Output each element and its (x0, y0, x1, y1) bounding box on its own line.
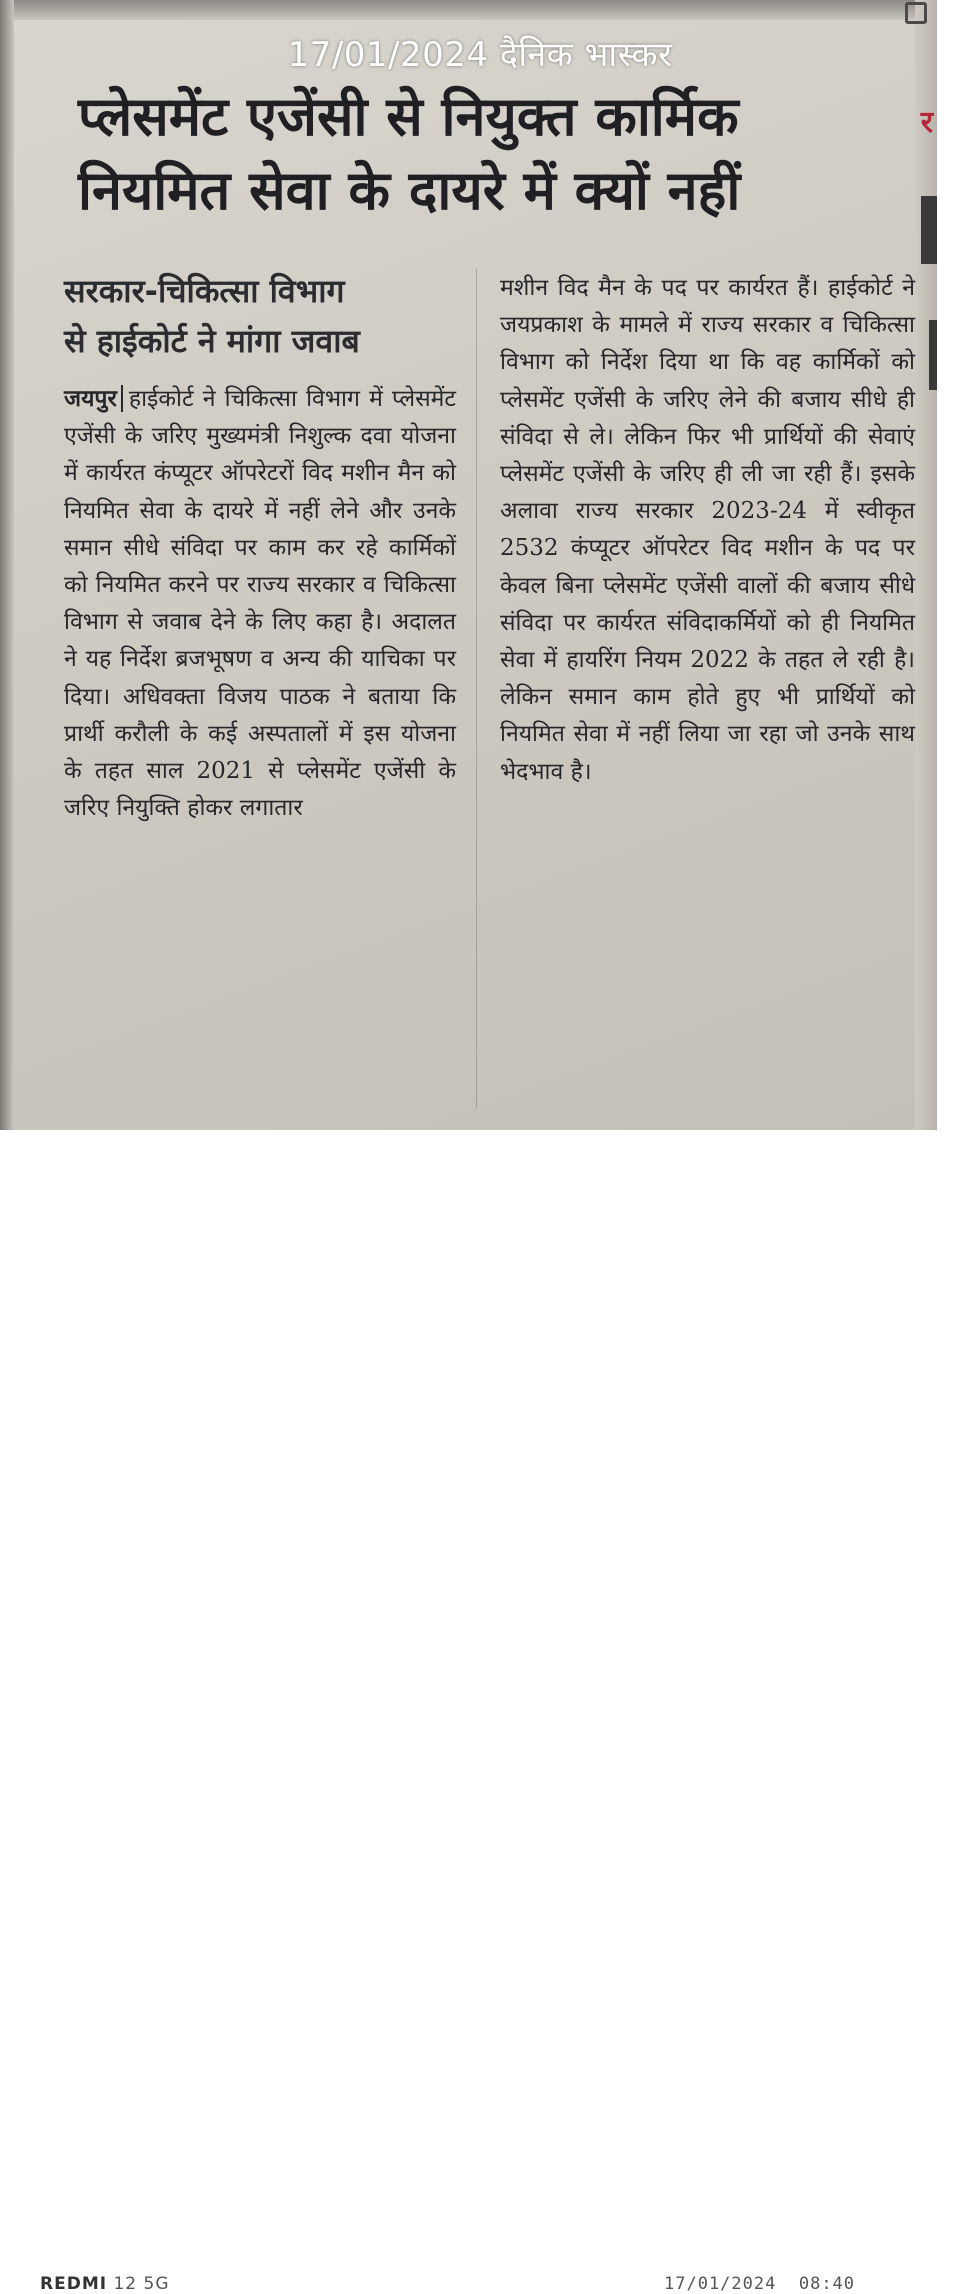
date-source-stamp: 17/01/2024 दैनिक भास्कर (287, 35, 673, 75)
camera-brand: REDMI (40, 2274, 108, 2294)
newspaper-photo (0, 0, 937, 1130)
body-left-text: हाईकोर्ट ने चिकित्सा विभाग में प्लेसमेंट एजेंसी के जरिए मुख्यमंत्री निशुल्क दवा योजना में कार्यरत कंप्यूटर ऑपरेटरों विद मशीन मैन को नियमित सेवा के दायरे में नहीं लेने और उनके समान सीधे संविदा पर काम कर रहे कार्मिकों को नियमित करने पर राज्य सरकार व चिकित्सा विभाग से जवाब देने के लिए कहा है। अदालत ने यह निर्देश ब्रजभूषण व अन्य की याचिका पर दिया। अधिवक्ता विजय पाठक ने बताया कि प्रार्थी करौली के कई अस्पतालों में इस योजना के तहत साल 2021 से प्लेसमेंट एजेंसी के जरिए नियुक्ति होकर लगातार (64, 386, 456, 822)
article-body-right-column (500, 270, 915, 791)
camera-watermark-bar (0, 1130, 937, 2294)
subhead-line-1: सरकार-चिकित्सा विभाग (64, 272, 345, 310)
article-headline (78, 80, 898, 228)
camera-model: 12 5G (113, 2274, 170, 2294)
camera-time: 08:40 (798, 2274, 856, 2294)
article-subheadline (64, 266, 459, 366)
page-left-edge (0, 0, 14, 1130)
body-right-text: मशीन विद मैन के पद पर कार्यरत हैं। हाईकोर्ट ने जयप्रकाश के मामले में राज्य सरकार व चिकित्सा विभाग को निर्देश दिया था कि वह कार्मिकों को प्लेसमेंट एजेंसी के जरिए लेने की बजाय सीधे ही संविदा से ले। लेकिन फिर भी प्रार्थियों की सेवाएं प्लेसमेंट एजेंसी के जरिए ही ली जा रही हैं। इसके अलावा राज्य सरकार 2023-24 में स्वीकृत 2532 कंप्यूटर ऑपरेटर विद मशीन के पद पर केवल बिना प्लेसमेंट एजेंसी वालों की बजाय सीधे संविदा पर कार्यरत संविदाकर्मियों को ही नियमित सेवा में हायरिंग नियम 2022 के तहत ले रही है। लेकिन समान काम होते हुए भी प्रार्थियों को नियमित सेवा में नहीं लिया जा रहा जो उनके साथ भेदभाव है। (500, 275, 915, 785)
dateline: जयपुर (64, 385, 123, 412)
camera-date: 17/01/2024 (664, 2274, 777, 2294)
camera-timestamp (664, 2274, 855, 2294)
headline-line-2: नियमित सेवा के दायरे में क्यों नहीं (78, 159, 741, 222)
corner-box-icon (905, 2, 927, 24)
article-body-left-column (64, 380, 456, 827)
column-divider (476, 268, 477, 1108)
subhead-line-2: से हाईकोर्ट ने मांगा जवाब (64, 322, 360, 360)
adjacent-page-strip (915, 0, 937, 1130)
adjacent-print-block (921, 196, 937, 264)
camera-device-label (40, 2274, 170, 2294)
adjacent-print-block-lower (929, 320, 937, 390)
page-top-edge (0, 0, 937, 20)
adjacent-headline-glyph: र (920, 105, 933, 140)
headline-line-1: प्लेसमेंट एजेंसी से नियुक्त कार्मिक (78, 85, 739, 148)
